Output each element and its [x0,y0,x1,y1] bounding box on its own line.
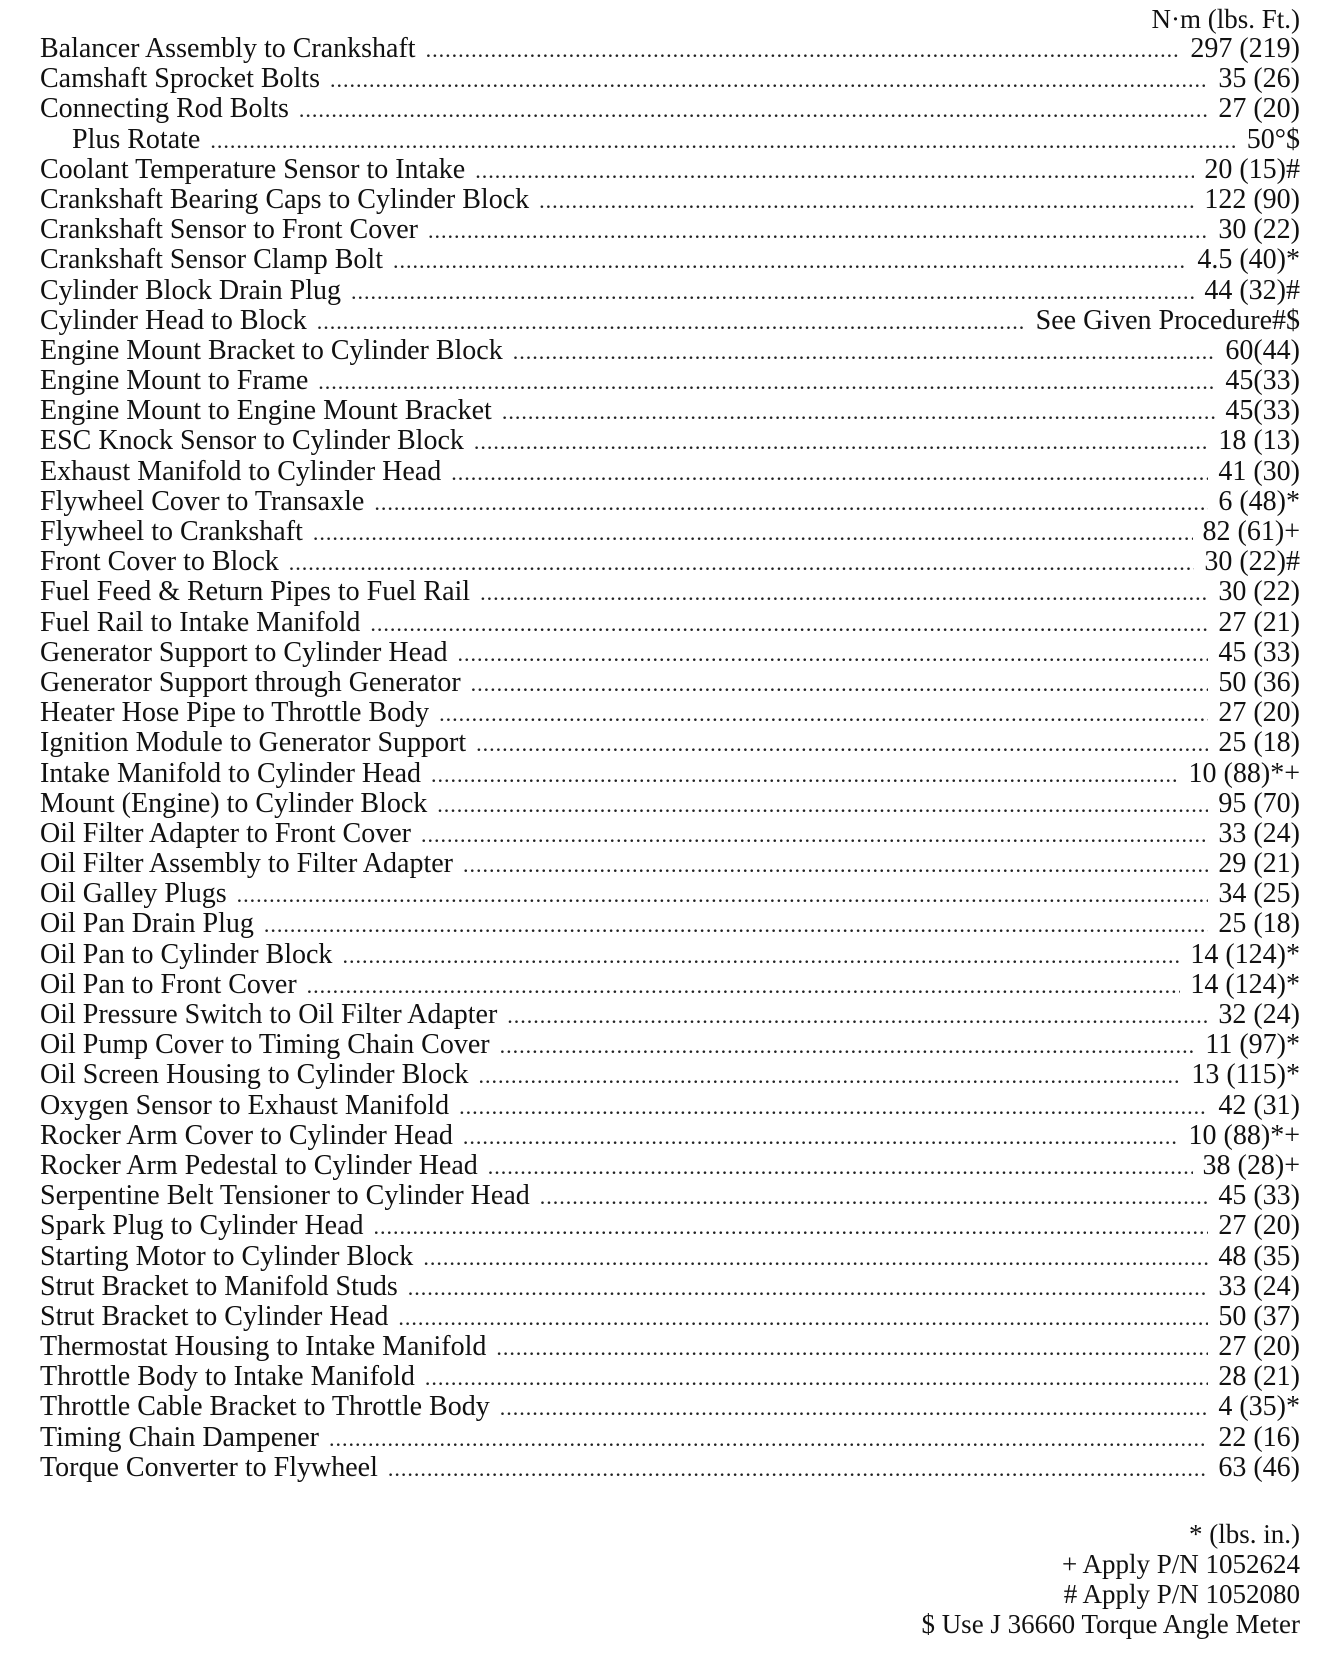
spec-value: 82 (61)+ [1202,516,1300,547]
spec-value: 297 (219) [1190,33,1300,64]
spec-label: Rocker Arm Pedestal to Cylinder Head [40,1149,478,1181]
spec-value: 30 (22)# [1204,546,1300,578]
dot-leader [437,790,1208,820]
spec-row [40,1272,1300,1302]
spec-row [40,638,1300,668]
dot-leader [496,1333,1208,1363]
spec-label: Balancer Assembly to Crankshaft [40,33,416,64]
spec-row [40,34,1300,64]
spec-value: 10 (88)*+ [1188,757,1300,789]
spec-value: 34 (25) [1218,878,1300,910]
spec-row [40,819,1300,849]
dot-leader [507,1001,1208,1031]
footnote-legend [40,1519,1300,1639]
spec-label: Oil Screen Housing to Cylinder Block [40,1059,469,1091]
spec-row [40,1151,1300,1181]
spec-label: Fuel Feed & Return Pipes to Fuel Rail [40,576,471,608]
spec-label: Heater Hose Pipe to Throttle Body [40,697,430,729]
spec-row [40,366,1300,396]
spec-value: 45(33) [1225,365,1300,397]
spec-value: 11 (97)* [1205,1029,1300,1061]
spec-row [40,759,1300,789]
spec-label: Engine Mount to Engine Mount Bracket [40,395,492,427]
spec-row [40,970,1300,1000]
spec-row [40,608,1300,638]
dot-leader [313,518,1193,548]
spec-label: Engine Mount Bracket to Cylinder Block [40,334,503,366]
spec-row [40,517,1300,547]
dot-leader [471,669,1209,699]
spec-row [40,909,1300,939]
spec-value: 27 (21) [1218,606,1300,638]
spec-row [40,1060,1300,1090]
dot-leader [488,1152,1193,1182]
dot-leader [475,156,1194,186]
dot-leader [408,1273,1209,1303]
dot-leader [374,488,1208,518]
spec-row [40,276,1300,306]
spec-row [40,155,1300,185]
legend-line: $ Use J 36660 Torque Angle Meter [921,1609,1300,1639]
spec-label: Torque Converter to Flywheel [40,1451,378,1483]
spec-label: Connecting Rod Bolts [40,93,289,125]
spec-label: Flywheel to Crankshaft [40,516,303,547]
spec-label: Generator Support through Generator [40,666,461,698]
spec-value: 50 (36) [1218,666,1300,698]
spec-label: Intake Manifold to Cylinder Head [40,757,422,789]
spec-value: 22 (16) [1218,1421,1300,1453]
spec-label: Oil Filter Adapter to Front Cover [40,817,411,849]
spec-value: 45 (33) [1218,636,1300,668]
spec-value: 10 (88)*+ [1188,1119,1300,1151]
spec-row [40,1211,1300,1241]
spec-row [40,1302,1300,1332]
legend-line: * (lbs. in.) [1189,1519,1300,1549]
spec-value: 14 (124)* [1190,938,1300,970]
spec-row [40,215,1300,245]
spec-label: Coolant Temperature Sensor to Intake [40,153,466,185]
dot-leader [388,1454,1208,1484]
dot-leader [431,760,1179,790]
spec-label: Cylinder Block Drain Plug [40,274,341,306]
spec-row [40,879,1300,909]
spec-row [40,1181,1300,1211]
dot-leader [502,397,1216,427]
spec-value: 14 (124)* [1190,968,1300,1000]
spec-value: 45(33) [1225,395,1300,427]
spec-value: 29 (21) [1218,848,1300,880]
dot-leader [439,699,1208,729]
dot-leader [299,95,1208,125]
spec-value: 38 (28)+ [1202,1149,1300,1181]
spec-label: Crankshaft Sensor Clamp Bolt [40,244,383,276]
dot-leader [451,458,1208,488]
spec-value: 50°$ [1246,123,1300,155]
spec-row [40,849,1300,879]
spec-value: 28 (21) [1218,1361,1300,1393]
spec-row [40,457,1300,487]
spec-row [40,185,1300,215]
spec-row [40,1242,1300,1272]
dot-leader [474,427,1208,457]
spec-label: Oil Pan Drain Plug [40,908,254,940]
dot-leader [329,1424,1208,1454]
spec-label: Camshaft Sprocket Bolts [40,63,320,95]
spec-value: 60(44) [1225,334,1300,366]
spec-value: 44 (32)# [1204,274,1300,306]
spec-label: Starting Motor to Cylinder Block [40,1240,414,1272]
spec-label: Fuel Rail to Intake Manifold [40,606,361,638]
spec-label: Oil Galley Plugs [40,878,227,910]
spec-value: 6 (48)* [1218,485,1300,517]
spec-value: 27 (20) [1218,1331,1300,1363]
spec-row [40,577,1300,607]
dot-leader [539,186,1194,216]
dot-leader [398,1303,1208,1333]
dot-leader [210,126,1236,156]
dot-leader [289,548,1195,578]
spec-row [40,728,1300,758]
spec-value: 45 (33) [1218,1180,1300,1212]
spec-value: See Given Procedure#$ [1035,304,1300,336]
dot-leader [500,1031,1196,1061]
dot-leader [476,729,1208,759]
dot-leader [463,1122,1179,1152]
spec-value: 18 (13) [1218,425,1300,457]
spec-label: Plus Rotate [72,123,201,155]
spec-value: 33 (24) [1218,1270,1300,1302]
legend-line: + Apply P/N 1052624 [1061,1549,1300,1579]
dot-leader [459,1092,1208,1122]
spec-value: 25 (18) [1218,908,1300,940]
spec-label: Rocker Arm Cover to Cylinder Head [40,1119,453,1151]
spec-label: Ignition Module to Generator Support [40,727,467,759]
dot-leader [342,941,1180,971]
spec-label: Oil Pan to Front Cover [40,968,297,1000]
spec-label: Exhaust Manifold to Cylinder Head [40,455,442,487]
dot-leader [318,367,1215,397]
spec-value: 4 (35)* [1218,1391,1300,1423]
spec-label: Oil Pan to Cylinder Block [40,938,333,970]
torque-spec-list [40,34,1300,1483]
spec-label: Crankshaft Sensor to Front Cover [40,214,418,246]
spec-value: 35 (26) [1218,63,1300,95]
spec-row [40,1362,1300,1392]
spec-label: Crankshaft Bearing Caps to Cylinder Block [40,183,530,215]
spec-row [40,396,1300,426]
spec-row [40,487,1300,517]
spec-value: 30 (22) [1218,214,1300,246]
dot-leader [264,910,1208,940]
spec-value: 20 (15)# [1204,153,1300,185]
dot-leader [513,337,1216,367]
spec-value: 30 (22) [1218,576,1300,608]
spec-value: 27 (20) [1218,93,1300,125]
spec-row [40,1392,1300,1422]
spec-row [40,940,1300,970]
spec-row [40,64,1300,94]
spec-label: Throttle Cable Bracket to Throttle Body [40,1391,490,1423]
spec-row [40,125,1300,155]
spec-value: 13 (115)* [1191,1059,1300,1091]
spec-value: 33 (24) [1218,817,1300,849]
spec-value: 95 (70) [1218,787,1300,819]
spec-label: Oil Pump Cover to Timing Chain Cover [40,1029,490,1061]
spec-label: Oil Filter Assembly to Filter Adapter [40,848,453,880]
spec-row [40,668,1300,698]
spec-row [40,306,1300,336]
dot-leader [426,35,1181,65]
spec-value: 4.5 (40)* [1197,244,1300,276]
dot-leader [479,1061,1182,1091]
spec-value: 48 (35) [1218,1240,1300,1272]
spec-row [40,336,1300,366]
spec-label: Oxygen Sensor to Exhaust Manifold [40,1089,450,1121]
spec-row [40,1091,1300,1121]
spec-label: Front Cover to Block [40,546,279,578]
dot-leader [463,850,1208,880]
spec-row [40,547,1300,577]
spec-value: 50 (37) [1218,1300,1300,1332]
dot-leader [480,578,1208,608]
dot-leader [393,246,1187,276]
dot-leader [457,639,1208,669]
spec-row [40,1121,1300,1151]
units-header: N·m (lbs. Ft.) [1151,4,1300,34]
spec-value: 42 (31) [1218,1089,1300,1121]
spec-value: 32 (24) [1218,999,1300,1030]
spec-row [40,94,1300,124]
spec-label: Strut Bracket to Manifold Studs [40,1270,398,1302]
spec-label: Generator Support to Cylinder Head [40,636,448,668]
spec-value: 122 (90) [1204,183,1300,215]
spec-label: Cylinder Head to Block [40,304,307,336]
spec-label: Serpentine Belt Tensioner to Cylinder Head [40,1180,530,1212]
dot-leader [330,65,1208,95]
spec-label: Flywheel Cover to Transaxle [40,485,365,517]
spec-row [40,1423,1300,1453]
dot-leader [317,307,1026,337]
spec-label: Oil Pressure Switch to Oil Filter Adapter [40,999,498,1030]
dot-leader [307,971,1181,1001]
spec-row [40,1000,1300,1030]
torque-spec-sheet [40,4,1300,1639]
spec-label: Mount (Engine) to Cylinder Block [40,787,428,819]
spec-value: 27 (20) [1218,697,1300,729]
spec-label: Spark Plug to Cylinder Head [40,1210,364,1242]
dot-leader [421,820,1208,850]
dot-leader [540,1182,1209,1212]
spec-value: 63 (46) [1218,1451,1300,1483]
spec-label: Strut Bracket to Cylinder Head [40,1300,389,1332]
spec-row [40,1332,1300,1362]
spec-row [40,698,1300,728]
spec-value: 27 (20) [1218,1210,1300,1242]
spec-label: Thermostat Housing to Intake Manifold [40,1331,487,1363]
spec-label: ESC Knock Sensor to Cylinder Block [40,425,464,457]
dot-leader [237,880,1209,910]
spec-value: 25 (18) [1218,727,1300,759]
dot-leader [425,1363,1209,1393]
spec-label: Engine Mount to Frame [40,365,309,397]
spec-label: Throttle Body to Intake Manifold [40,1361,415,1393]
dot-leader [500,1393,1209,1423]
dot-leader [351,277,1194,307]
dot-leader [370,609,1208,639]
spec-row [40,789,1300,819]
spec-value: 41 (30) [1218,455,1300,487]
spec-row [40,426,1300,456]
spec-row [40,1453,1300,1483]
spec-row [40,1030,1300,1060]
dot-leader [428,216,1208,246]
dot-leader [423,1243,1208,1273]
spec-label: Timing Chain Dampener [40,1421,319,1453]
dot-leader [374,1212,1209,1242]
legend-line: # Apply P/N 1052080 [1063,1579,1300,1609]
spec-row [40,245,1300,275]
